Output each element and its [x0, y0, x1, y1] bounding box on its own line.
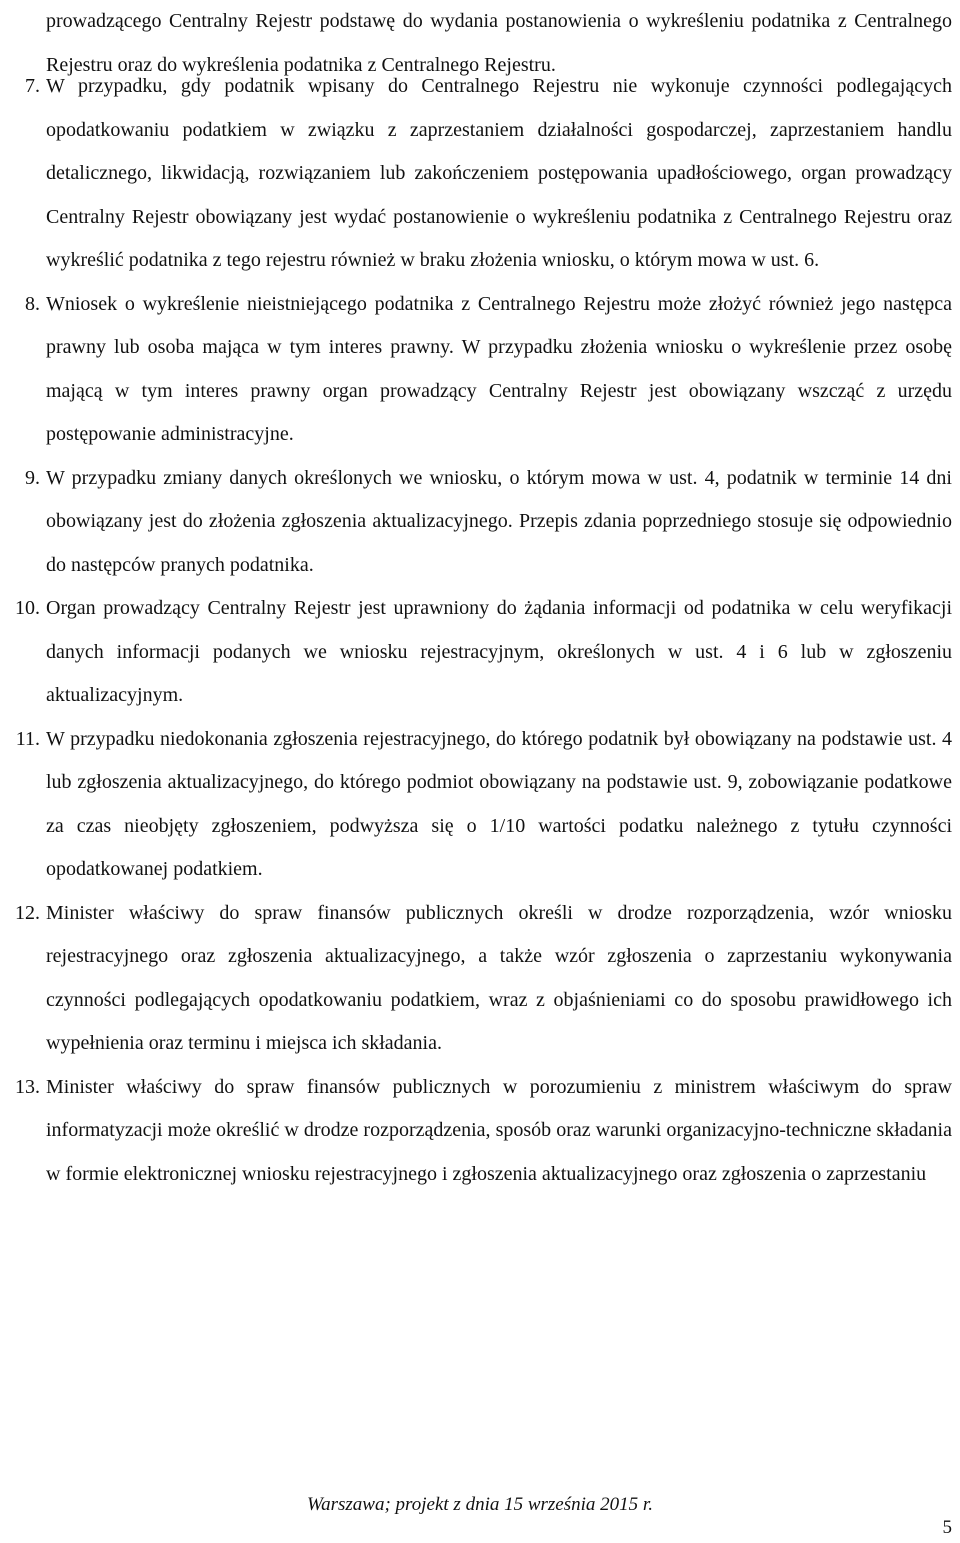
- list-item-7: [0, 65, 952, 283]
- item-number: 11.: [15, 727, 40, 750]
- list-item-8: [0, 283, 952, 457]
- item-number: 7.: [25, 75, 40, 97]
- item-text: Minister właściwy do spraw finansów publicznych w porozumieniu z ministrem właściwym do spraw informatyzacji może określić w drodze rozporządzenia, sposób oraz warunki organizacyjno-techniczne składania w formie elektronicznej wniosku rejestracyjnego i zgłoszenia aktualizacyjnego oraz zgłoszenia o zaprzestaniu: [46, 1075, 952, 1185]
- item-text: Organ prowadzący Centralny Rejestr jest uprawniony do żądania informacji od podatnika w celu weryfikacji danych informacji podanych we wniosku rejestracyjnym, określonych w ust. 4 i 6 lub w zgłoszeniu aktualizacyjnym.: [46, 597, 952, 706]
- lead-paragraph: prowadzącego Centralny Rejestr podstawę do wydania postanowienia o wykreśleniu podatnika z Centralnego Rejestru oraz do wykreślenia podatnika z Centralnego Rejestru.: [46, 10, 952, 76]
- item-number: 12.: [15, 901, 40, 924]
- item-text: W przypadku, gdy podatnik wpisany do Centralnego Rejestru nie wykonuje czynności podlegających opodatkowaniu podatkiem w związku z zaprzestaniem działalności gospodarczej, zaprzestaniem handlu detalicznego, likwidacją, rozwiązaniem lub zakończeniem postępowania upadłościowego, organ prowadzący Centralny Rejestr obowiązany jest wydać postanowienie o wykreśleniu podatnika z Centralnego Rejestru oraz wykreślić podatnika z tego rejestru również w braku złożenia wniosku, o którym mowa w ust. 6.: [46, 75, 952, 271]
- page-footer: Warszawa; projekt z dnia 15 września 2015 r.: [307, 1494, 653, 1515]
- page-number: 5: [942, 1517, 952, 1538]
- item-text: Minister właściwy do spraw finansów publicznych określi w drodze rozporządzenia, wzór wniosku rejestracyjnego oraz zgłoszenia aktualizacyjnego, a także wzór zgłoszenia o zaprzestaniu wykonywania czynności podlegających opodatkowaniu podatkiem, wraz z objaśnieniami co do sposobu prawidłowego ich wypełnienia oraz terminu i miejsca ich składania.: [46, 901, 952, 1054]
- list-item-10: [0, 587, 952, 718]
- list-item-12: [0, 892, 952, 1066]
- item-number: 13.: [15, 1075, 40, 1098]
- item-number: 10.: [15, 597, 40, 619]
- list-item-13: [0, 1066, 952, 1197]
- numbered-list: [0, 65, 952, 1196]
- item-number: 8.: [25, 292, 40, 315]
- item-text: W przypadku niedokonania zgłoszenia rejestracyjnego, do którego podatnik był obowiązany na podstawie ust. 4 lub zgłoszenia aktualizacyjnego, do którego podmiot obowiązany na podstawie ust. 9, zobowiązanie podatkowe za czas nieobjęty zgłoszeniem, podwyższa się o 1/10 wartości podatku należnego z tytułu czynności opodatkowanej podatkiem.: [46, 727, 952, 880]
- list-item-11: [0, 718, 952, 892]
- item-text: Wniosek o wykreślenie nieistniejącego podatnika z Centralnego Rejestru może złożyć również jego następca prawny lub osoba mająca w tym interes prawny. W przypadku złożenia wniosku o wykreślenie przez osobę mającą w tym interes prawny organ prowadzący Centralny Rejestr jest obowiązany wszcząć z urzędu postępowanie administracyjne.: [46, 292, 952, 445]
- item-number: 9.: [25, 466, 40, 489]
- item-text: W przypadku zmiany danych określonych we wniosku, o którym mowa w ust. 4, podatnik w terminie 14 dni obowiązany jest do złożenia zgłoszenia aktualizacyjnego. Przepis zdania poprzedniego stosuje się odpowiednio do następców pranych podatnika.: [46, 466, 952, 576]
- list-item-9: [0, 457, 952, 588]
